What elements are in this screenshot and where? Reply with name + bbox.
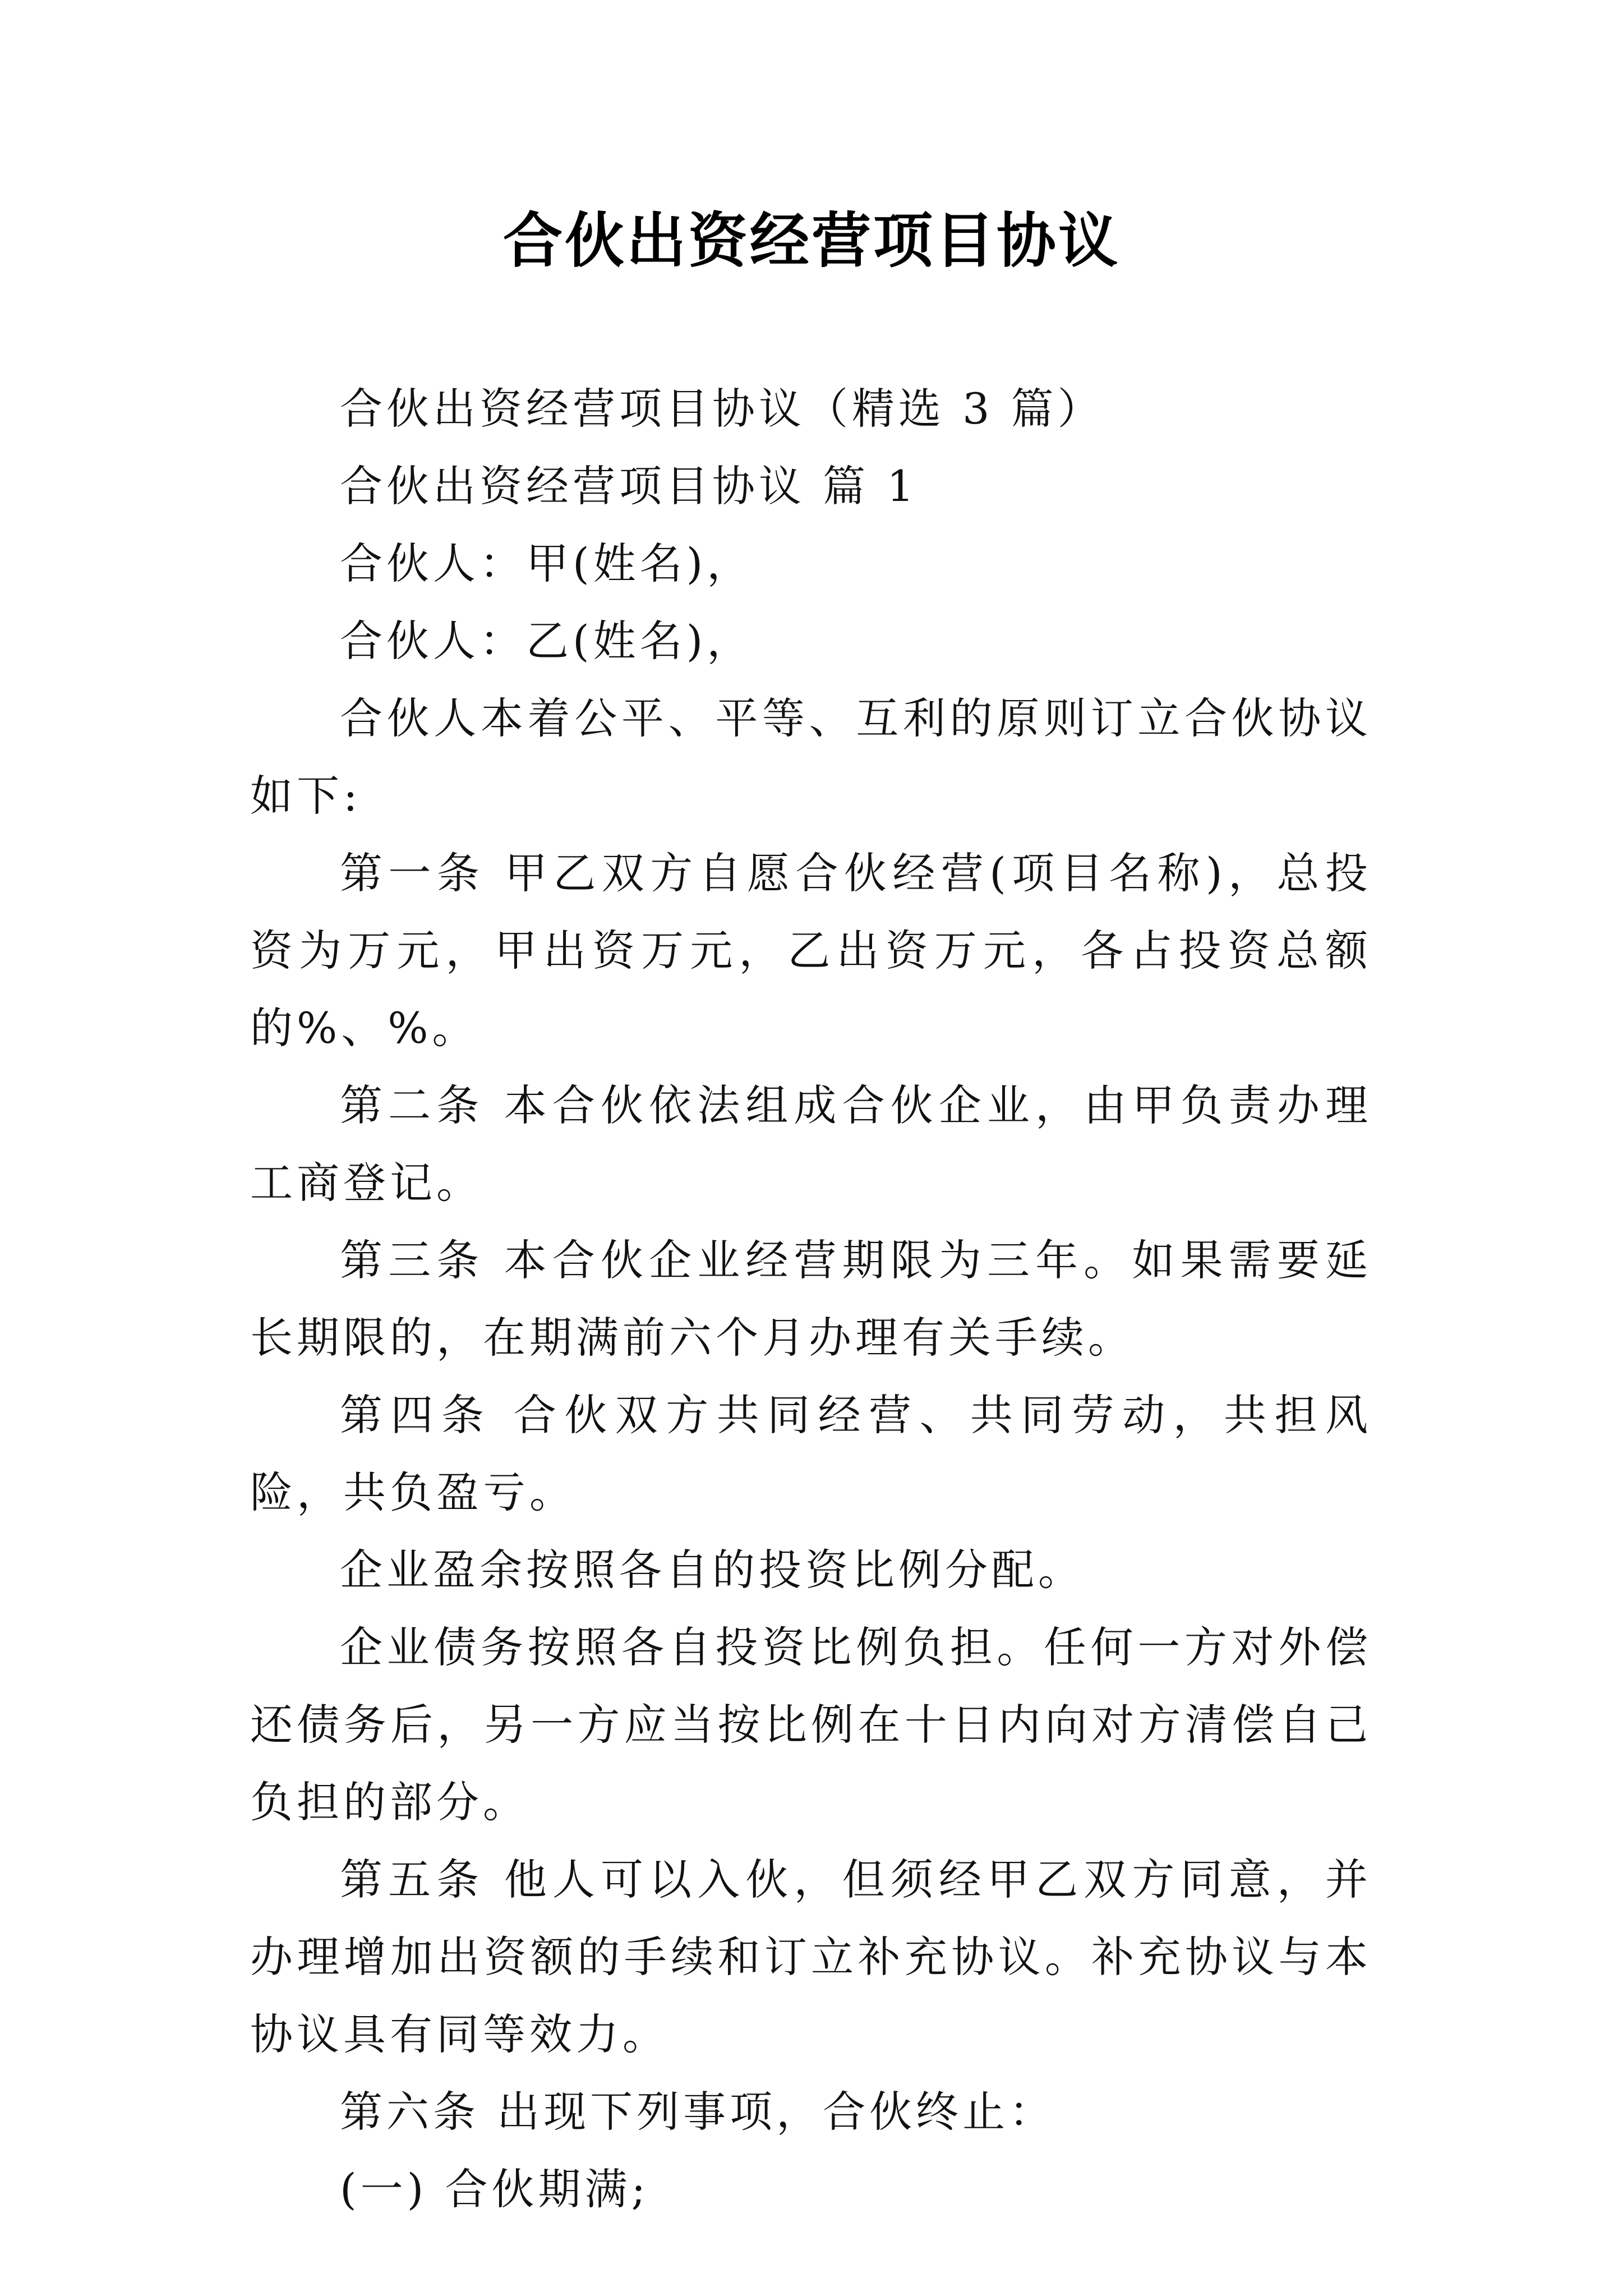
paragraph-article-5: 第五条 他人可以入伙，但须经甲乙双方同意，并办理增加出资额的手续和订立补充协议。补充协议与本协议具有同等效力。 — [250, 1855, 1372, 2059]
paragraph-article-4: 第四条 合伙双方共同经营、共同劳动，共担风险，共负盈亏。 — [250, 1390, 1372, 1517]
document-title: 合伙出资经营项目协议 — [503, 206, 1120, 275]
paragraph-heading-selection: 合伙出资经营项目协议（精选 3 篇） — [340, 384, 1104, 434]
document-body — [250, 370, 1372, 2228]
paragraph-article-3: 第三条 本合伙企业经营期限为三年。如果需要延长期限的，在期满前六个月办理有关手续。 — [250, 1235, 1372, 1363]
paragraph-item-1: (一) 合伙期满; — [340, 2164, 650, 2214]
paragraph-debt-sharing: 企业债务按照各自投资比例负担。任何一方对外偿还债务后，另一方应当按比例在十日内向对方清偿自己负担的部分。 — [250, 1622, 1372, 1827]
paragraph-preamble: 合伙人本着公平、平等、互利的原则订立合伙协议如下: — [250, 693, 1372, 821]
paragraph-heading-part-1: 合伙出资经营项目协议 篇 1 — [340, 461, 918, 511]
paragraph-article-6: 第六条 出现下列事项，合伙终止： — [340, 2087, 1056, 2137]
paragraph-profit-distribution: 企业盈余按照各自的投资比例分配。 — [340, 1545, 1085, 1595]
paragraph-partner-a: 合伙人：甲(姓名)， — [340, 539, 754, 588]
paragraph-article-1: 第一条 甲乙双方自愿合伙经营(项目名称)，总投资为万元，甲出资万元，乙出资万元，各占投资总额的%、%。 — [250, 848, 1372, 1053]
paragraph-partner-b: 合伙人：乙(姓名)， — [340, 616, 754, 666]
paragraph-article-2: 第二条 本合伙依法组成合伙企业，由甲负责办理工商登记。 — [250, 1080, 1372, 1208]
